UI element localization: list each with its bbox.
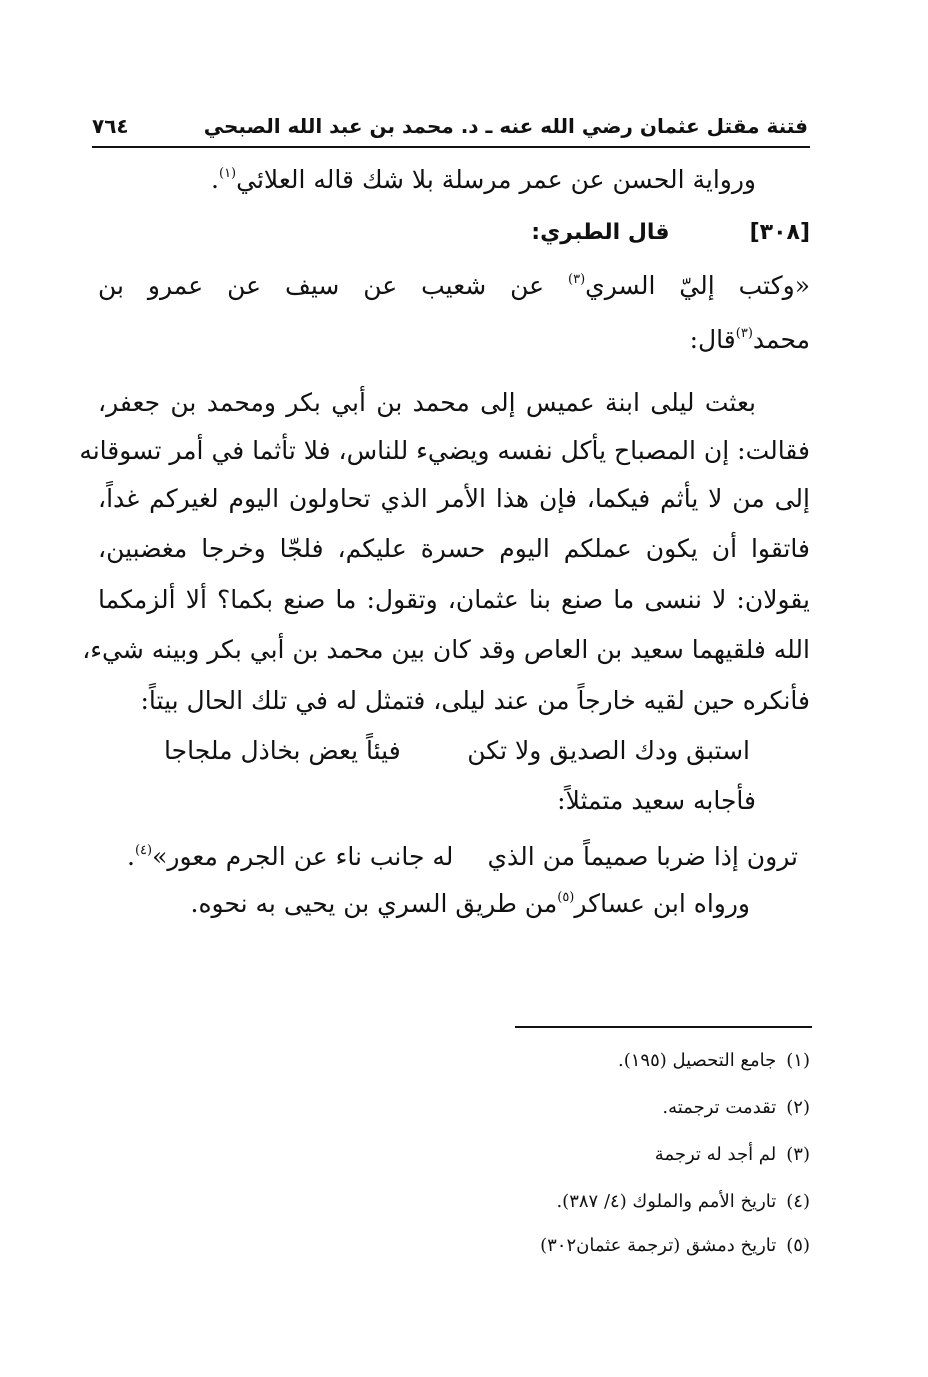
intro-line: ورواية الحسن عن عمر مرسلة بلا شك قاله العلائي$^{(١)}$. (211, 165, 756, 194)
footnote-ref-2: (٣) (568, 272, 586, 287)
body-line-1: بعثت ليلى ابنة عميس إلى محمد بن أبي بكر ومحمد بن جعفر، (98, 388, 756, 417)
section-heading (531, 213, 810, 253)
running-header (92, 106, 808, 146)
body-line-4: فاتقوا أن يكون عملكم اليوم حسرة عليكم، فلجّا وخرجا مغضبين، (98, 534, 810, 563)
chain-line-2: محمد$^{(٣)}$قال: (689, 325, 810, 354)
header-rule (92, 146, 810, 148)
verse-2-second-hemistich: له جانب ناء عن الجرم معور»$^{(٤)}$. (127, 842, 454, 871)
body-line-3: إلى من لا يأثم فيكما، فإن هذا الأمر الذي تحاولون اليوم لغيركم غداً، (98, 484, 810, 513)
body-line-7: فأنكره حين لقيه خارجاً من عند ليلى، فتمثل له في تلك الحال بيتاً: (140, 686, 810, 715)
footnote-ref-1: (١) (218, 166, 237, 181)
closing-line: ورواه ابن عساكر$^{(٥)}$من طريق السري بن يحيى به نحوه. (190, 889, 750, 918)
verse-1-first-hemistich: استبق ودك الصديق ولا تكن (467, 736, 750, 765)
verse-2-first-hemistich: ترون إذا ضربا صميماً من الذي (487, 842, 798, 871)
body-line-2: فقالت: إن المصباح يأكل نفسه ويضيء للناس، فلا تأثما في أمر تسوقانه (79, 436, 810, 465)
chain-line-1: «وكتب إليّ السري$^{(٣)}$ عن شعيب عن سيف عن عمرو بن (98, 271, 810, 300)
section-title: قال الطبري: (531, 220, 670, 245)
footnote-rule (515, 1026, 812, 1028)
footnote-ref-3: (٣) (735, 326, 753, 341)
footnote-4: (٤)تاريخ الأمم والملوك (٤/ ٣٨٧). (556, 1191, 810, 1212)
footnote-3: (٣)لم أجد له ترجمة (654, 1144, 810, 1165)
footnote-ref-5: (٥) (557, 890, 575, 905)
header-title: فتنة مقتل عثمان رضي الله عنه ـ د. محمد بن عبد الله الصبحي (203, 114, 808, 138)
footnote-1: (١)جامع التحصيل (١٩٥). (617, 1050, 810, 1071)
body-line-5: يقولان: لا ننسى ما صنع بنا عثمان، وتقول: ما صنع بكما؟ ألا ألزمكما (98, 585, 810, 614)
footnote-5: (٥)تاريخ دمشق (ترجمة عثمان٣٠٢) (540, 1235, 810, 1256)
section-number: [٣٠٨] (749, 220, 810, 245)
body-line-6: الله فلقيهما سعيد بن العاص وقد كان بين محمد بن أبي بكر وبينه شيء، (82, 635, 810, 664)
reply-line: فأجابه سعيد متمثلاً: (557, 786, 756, 815)
verse-1-second-hemistich: فيئاً يعض بخاذل ملجاجا (164, 736, 401, 765)
page-number: ٧٦٤ (92, 114, 129, 138)
footnote-ref-4: (٤) (134, 843, 153, 858)
footnote-2: (٢)تقدمت ترجمته. (662, 1097, 810, 1118)
